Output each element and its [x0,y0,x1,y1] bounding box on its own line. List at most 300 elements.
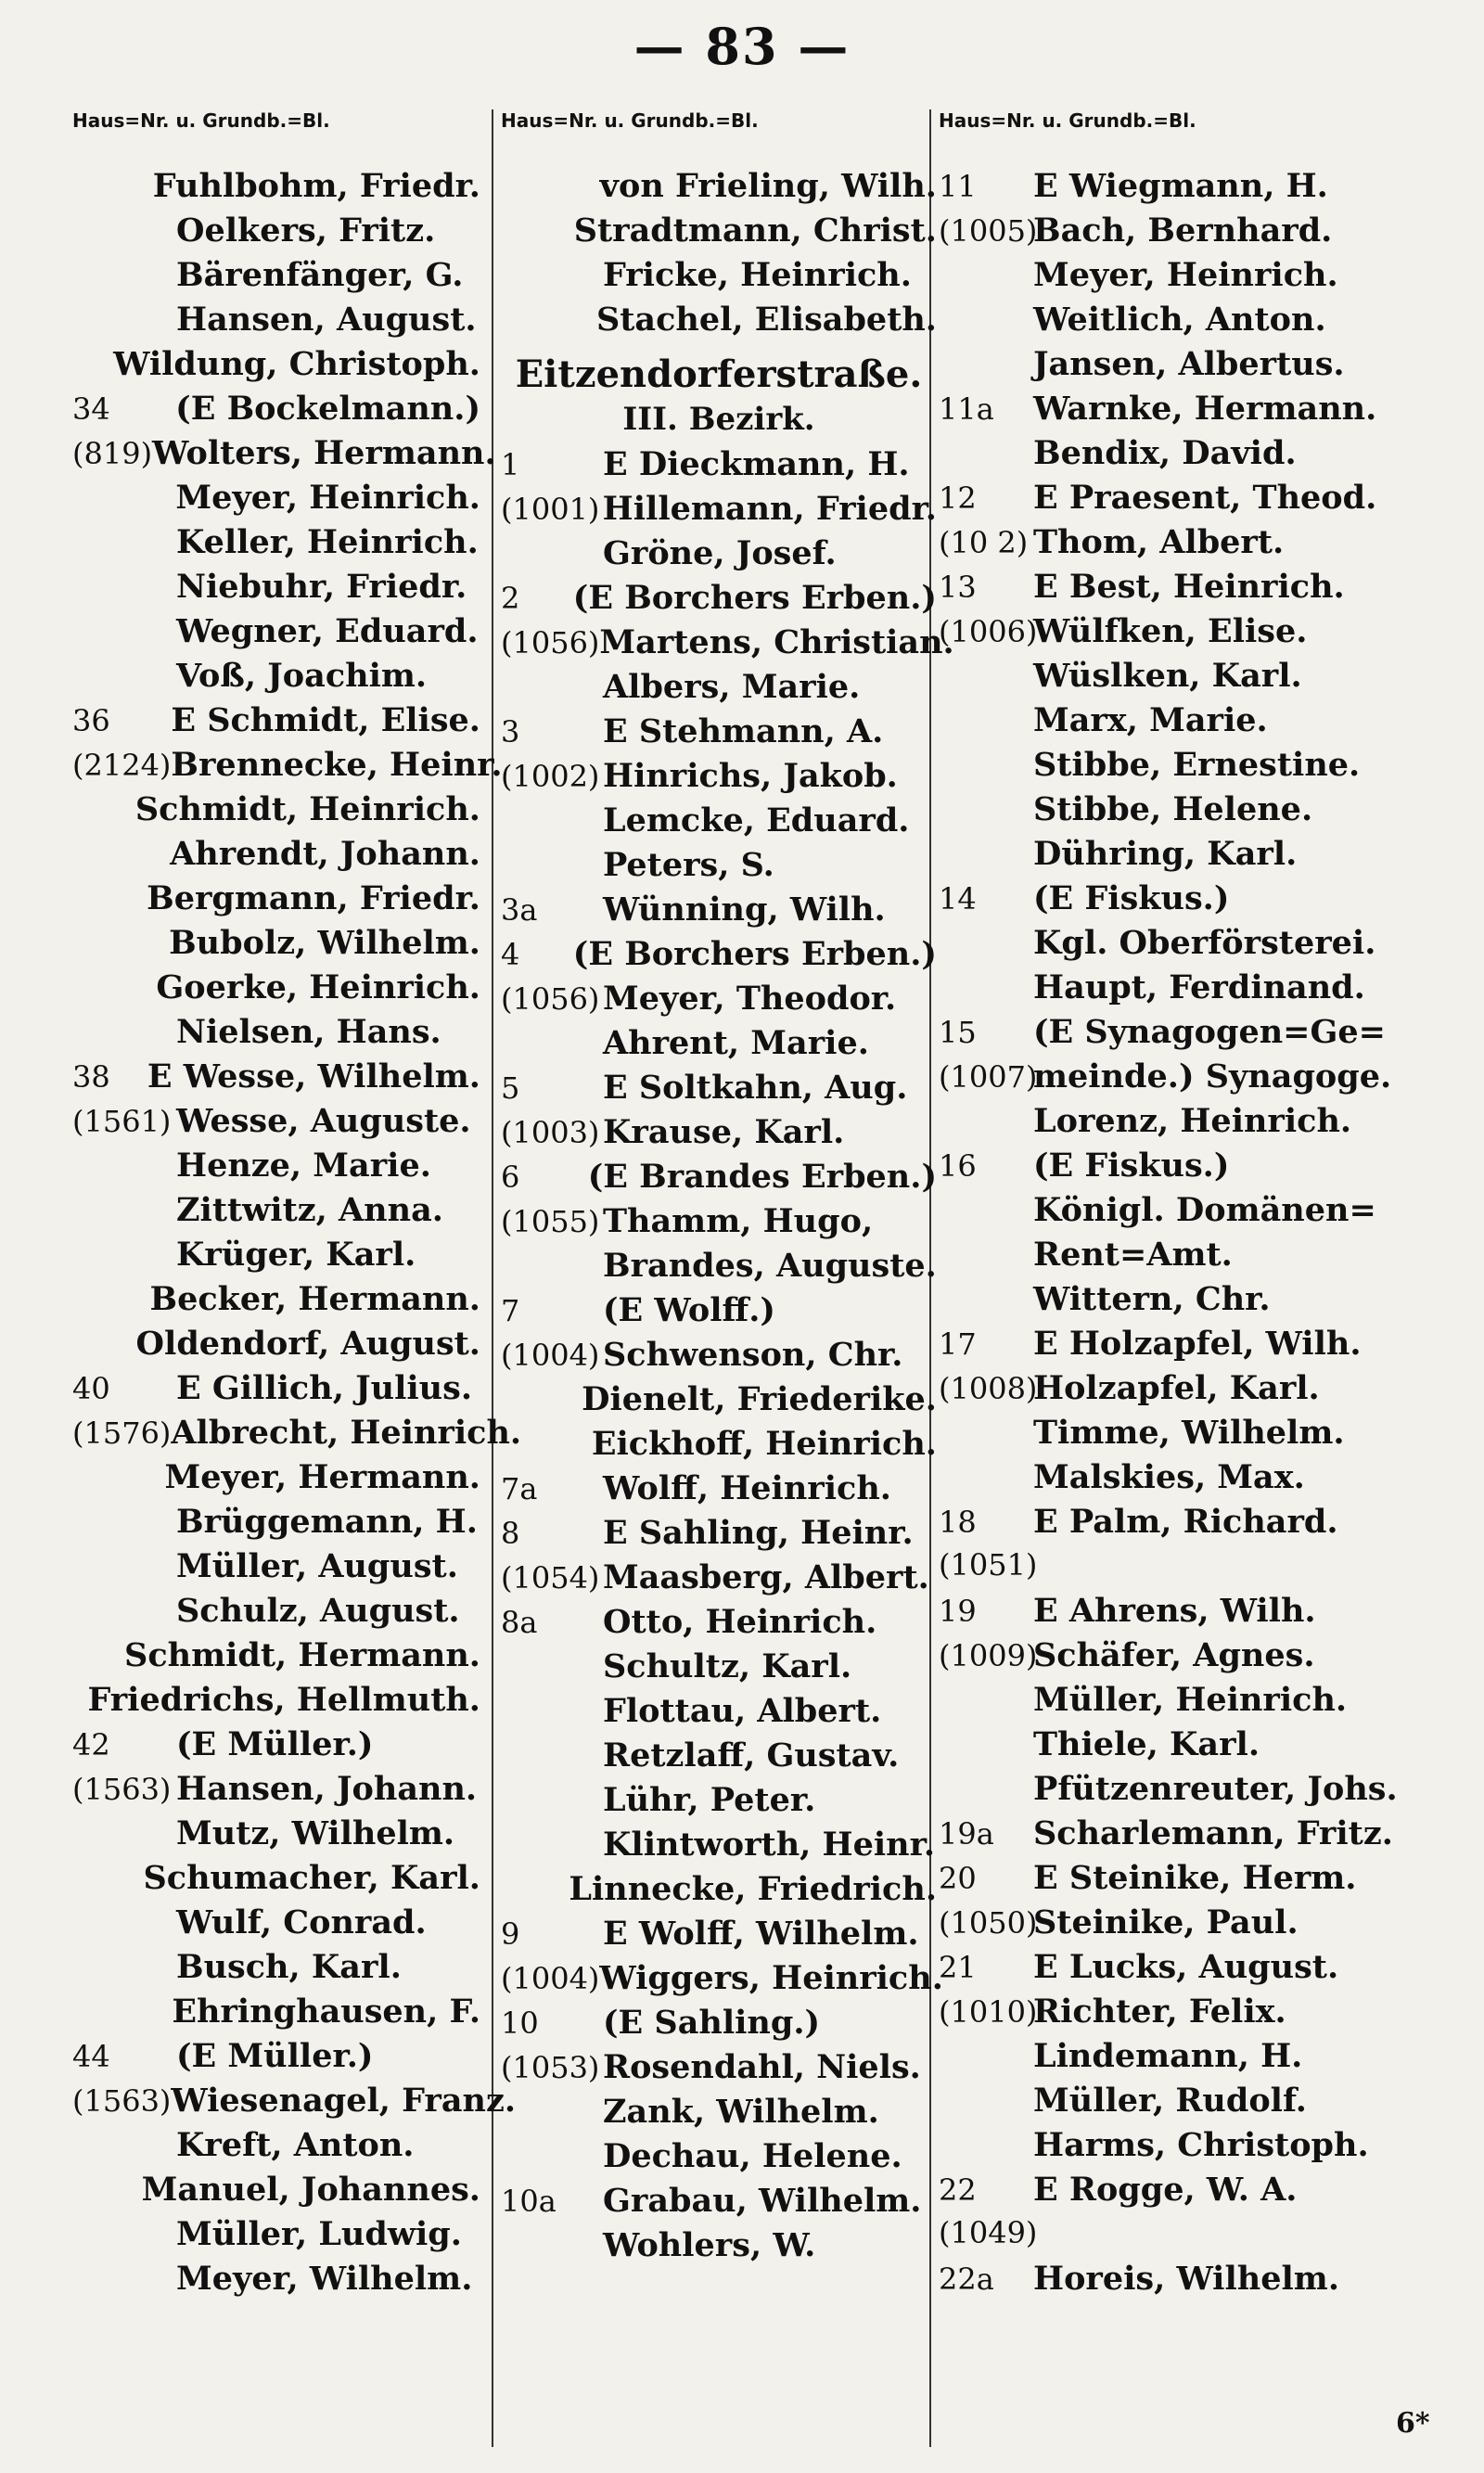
resident-name: Schmidt, Hermann. [124,1636,480,1674]
resident-name: Busch, Karl. [176,1948,402,1986]
resident-name: Wesse, Auguste. [176,1102,471,1140]
resident-name: Henze, Marie. [176,1147,431,1185]
house-number: (1004) [501,1338,600,1373]
house-number: 15 [939,1015,977,1050]
resident-name: Königl. Domänen= [1033,1191,1376,1229]
directory-entry [72,835,480,879]
house-number: (1576) [72,1416,172,1451]
resident-name: E Stehmann, A. [603,712,884,750]
house-number: 40 [72,1371,110,1406]
resident-name: Harms, Christoph. [1033,2126,1369,2164]
resident-name: Wegner, Eduard. [176,612,479,650]
resident-name: Schmidt, Heinrich. [134,790,480,828]
house-number: 7 [501,1293,520,1328]
directory-entry [72,2126,480,2171]
directory-entry [501,1736,937,1781]
directory-entry [72,256,480,301]
house-number: 34 [72,391,110,427]
directory-entry [939,1814,1439,1859]
resident-name: Meyer, Theodor. [603,980,897,1018]
resident-name: Meyer, Wilhelm. [176,2260,473,2298]
house-number: 3 [501,714,520,750]
directory-entry [501,757,937,801]
directory-entry [72,657,480,701]
directory-entry [501,1959,943,2004]
resident-name: Maasberg, Albert. [603,1558,929,1596]
resident-name: Fricke, Heinrich. [603,256,912,294]
resident-name: E Dieckmann, H. [603,445,910,483]
house-number: (1053) [501,2050,600,2085]
entry-list [501,167,954,2271]
directory-entry [72,968,480,1013]
resident-name: Stachel, Elisabeth. [595,301,937,339]
resident-name: Horeis, Wilhelm. [1033,2260,1340,2298]
house-number: 19 [939,1594,977,1629]
directory-entry [939,1102,1439,1147]
house-number: (1056) [501,625,600,660]
column-header: Haus=Nr. u. Grundb.=Bl. [939,109,1196,132]
resident-name: (E Wolff.) [603,1291,775,1329]
directory-entry [939,2260,1439,2304]
resident-name: Steinike, Paul. [1033,1903,1298,1941]
directory-entry [72,924,480,968]
resident-name: Wittern, Chr. [1033,1280,1271,1318]
resident-name: Wildung, Christoph. [113,345,480,383]
directory-entry [939,1147,1439,1191]
resident-name: Schulz, August. [176,1592,460,1630]
resident-name: Brennecke, Heinr. [171,746,503,784]
directory-entry [72,1770,480,1814]
directory-entry [501,301,937,345]
resident-name: Albers, Marie. [603,668,861,706]
directory-column-2 [501,109,954,2440]
directory-entry [72,211,480,256]
resident-name: Oldendorf, August. [135,1325,480,1363]
directory-entry [501,668,937,712]
directory-entry [501,1826,937,1870]
resident-name: Wiesenagel, Franz. [171,2082,517,2120]
directory-entry [501,1247,937,1291]
house-number: 18 [939,1505,977,1540]
resident-name: Bendix, David. [1033,434,1297,472]
resident-name: E Praesent, Theod. [1033,479,1377,517]
resident-name: Malskies, Max. [1033,1458,1305,1496]
resident-name: Lorenz, Heinrich. [1033,1102,1352,1140]
column-header: Haus=Nr. u. Grundb.=Bl. [72,109,330,132]
resident-name: (E Brandes Erben.) [587,1158,937,1196]
house-number: (1563) [72,1772,172,1807]
directory-entry [72,301,480,345]
directory-entry [939,835,1439,879]
resident-name: Zank, Wilhelm. [603,2093,879,2131]
directory-entry [939,1458,1439,1503]
resident-name: Kreft, Anton. [176,2126,415,2164]
resident-name: Meyer, Hermann. [164,1458,480,1496]
resident-name: Mutz, Wilhelm. [176,1814,455,1852]
directory-entry [72,1592,480,1636]
resident-name: Goerke, Heinrich. [156,968,480,1006]
directory-entry [501,1336,937,1380]
resident-name: E Soltkahn, Aug. [603,1069,908,1107]
directory-entry [939,968,1439,1013]
house-number: (1051) [939,1547,1038,1582]
house-number: 2 [501,581,520,616]
resident-name: Bärenfänger, G. [176,256,464,294]
directory-entry [501,1113,937,1158]
directory-entry [501,1380,937,1425]
house-number: (1054) [501,1560,600,1595]
house-number: 8a [501,1605,538,1640]
directory-entry [939,256,1439,301]
directory-entry [72,167,480,211]
resident-name: Voß, Joachim. [176,657,428,695]
resident-name: Gröne, Josef. [603,534,837,572]
resident-name: Müller, August. [176,1547,458,1585]
resident-name: Krüger, Karl. [176,1236,416,1274]
directory-entry [72,612,480,657]
directory-entry [72,523,480,568]
resident-name: Krause, Karl. [603,1113,845,1151]
resident-name: Kgl. Oberförsterei. [1033,924,1376,962]
directory-entry [72,2171,480,2215]
directory-entry [939,211,1439,256]
directory-entry [939,1414,1439,1458]
directory-entry [501,891,937,935]
house-number: 6 [501,1160,520,1195]
resident-name: Oelkers, Fritz. [176,211,436,250]
resident-name: Friedrichs, Hellmuth. [87,1681,480,1719]
resident-name: Otto, Heinrich. [603,1603,877,1641]
resident-name: Bergmann, Friedr. [147,879,480,917]
directory-entry [72,1992,480,2037]
directory-entry [72,1725,480,1770]
directory-entry [501,1069,937,1113]
resident-name: E Steinike, Herm. [1033,1859,1357,1897]
directory-entry [501,980,937,1024]
house-number: 12 [939,481,977,516]
resident-name: E Gillich, Julius. [176,1369,472,1407]
resident-name: Bubolz, Wilhelm. [169,924,480,962]
resident-name: Retzlaff, Gustav. [603,1736,900,1775]
house-number: (1050) [939,1905,1038,1941]
directory-entry [501,2137,937,2182]
house-number: (1003) [501,1115,600,1150]
house-number: (819) [72,436,153,471]
resident-name: Brandes, Auguste. [603,1247,937,1285]
resident-name: meinde.) Synagoge. [1033,1057,1392,1096]
directory-entry [939,390,1439,434]
resident-name: E Palm, Richard. [1033,1503,1338,1541]
house-number: 7a [501,1471,538,1506]
directory-entry [939,1236,1439,1280]
directory-entry [72,1814,480,1859]
resident-name: (E Fiskus.) [1033,1147,1230,1185]
directory-entry [501,1024,937,1069]
resident-name: (E Müller.) [176,2037,374,2075]
directory-entry [939,345,1439,390]
directory-entry [72,1102,480,1147]
street-heading: Eitzendorferstraße. [515,352,923,396]
directory-entry [72,390,480,434]
house-number: (1049) [939,2215,1038,2250]
directory-entry [72,1458,480,1503]
directory-entry [501,935,937,980]
house-number: 22 [939,2172,977,2208]
directory-entry [72,2037,480,2082]
directory-entry [501,1158,937,1202]
directory-entry [939,1057,1439,1102]
house-number: 14 [939,881,977,916]
directory-entry [939,657,1439,701]
directory-entry [501,2004,937,2048]
resident-name: Thamm, Hugo, [603,1202,874,1240]
house-number: 9 [501,1916,520,1952]
resident-name: Wolters, Hermann. [152,434,496,472]
resident-name: Müller, Ludwig. [176,2215,462,2253]
resident-name: Dechau, Helene. [603,2137,902,2175]
directory-entry [501,579,937,623]
directory-entry [501,2093,937,2137]
directory-entry [72,1013,480,1057]
resident-name: Linnecke, Friedrich. [569,1870,937,1908]
directory-entry [72,1280,480,1325]
house-number: 20 [939,1861,977,1896]
resident-name: Wohlers, W. [603,2226,816,2264]
house-number: (1006) [939,614,1038,649]
resident-name: Schwenson, Chr. [603,1336,903,1374]
house-number: 11a [939,391,994,427]
directory-entry [501,1469,937,1514]
directory-entry [501,1425,937,1469]
directory-entry [939,1325,1439,1369]
resident-name: Scharlemann, Fritz. [1033,1814,1393,1852]
directory-entry [501,1291,937,1336]
house-number: 19a [939,1816,994,1852]
resident-name: E Wiegmann, H. [1033,167,1328,205]
directory-entry [501,2226,937,2271]
resident-name: Ehringhausen, F. [172,1992,480,2031]
directory-entry [939,568,1439,612]
directory-entry [939,924,1439,968]
directory-entry [501,1915,937,1959]
resident-name: Wüslken, Karl. [1033,657,1302,695]
resident-name: E Sahling, Heinr. [603,1514,914,1552]
resident-name: (E Fiskus.) [1033,879,1230,917]
directory-entry [72,1236,480,1280]
resident-name: Schäfer, Agnes. [1033,1636,1315,1674]
house-number: 1 [501,447,520,482]
directory-entry [72,1369,480,1414]
house-number: (1004) [501,1961,600,1996]
directory-entry [72,1903,480,1948]
resident-name: von Frieling, Wilh. [599,167,937,205]
directory-entry [72,1503,480,1547]
resident-name: Rosendahl, Niels. [603,2048,921,2086]
resident-name: E Wolff, Wilhelm. [603,1915,919,1953]
directory-entry [939,2082,1439,2126]
directory-entry [72,1681,480,1725]
entry-list [939,167,1439,2304]
house-number: 4 [501,937,520,972]
directory-entry [501,801,937,846]
directory-entry [501,1558,937,1603]
resident-name: Thiele, Karl. [1033,1725,1260,1763]
resident-name: Keller, Heinrich. [176,523,479,561]
resident-name: Lemcke, Eduard. [603,801,910,839]
resident-name: Schultz, Karl. [603,1647,852,1685]
house-number: 11 [939,169,977,204]
directory-entry [939,1903,1439,1948]
resident-name: Haupt, Ferdinand. [1033,968,1365,1006]
directory-entry [939,1280,1439,1325]
directory-entry [939,1681,1439,1725]
resident-name: Müller, Rudolf. [1033,2082,1307,2120]
directory-entry [501,211,937,256]
resident-name: Grabau, Wilhelm. [603,2182,922,2220]
resident-name: Eickhoff, Heinrich. [591,1425,937,1463]
directory-entry [939,167,1439,211]
resident-name: Dienelt, Friederike. [582,1380,937,1418]
resident-name: Albrecht, Heinrich. [171,1414,522,1452]
directory-entry [939,1859,1439,1903]
directory-entry [939,1770,1439,1814]
resident-name: Timme, Wilhelm. [1033,1414,1345,1452]
resident-name: Flottau, Albert. [603,1692,882,1730]
directory-entry [939,301,1439,345]
resident-name: Lühr, Peter. [603,1781,816,1819]
directory-entry [72,879,480,924]
resident-name: Hansen, Johann. [176,1770,478,1808]
directory-entry [72,1636,480,1681]
directory-entry [501,1647,937,1692]
house-number: 3a [501,892,538,928]
house-number: 16 [939,1148,977,1184]
house-number: 10 [501,2005,539,2041]
resident-name: Becker, Hermann. [149,1280,480,1318]
resident-name: Klintworth, Heinr. [603,1826,936,1864]
resident-name: E Wesse, Wilhelm. [147,1057,480,1096]
directory-entry [501,712,937,757]
directory-entry [72,568,480,612]
house-number: 10a [501,2184,556,2219]
directory-entry [501,2048,937,2093]
house-number: (2124) [72,748,172,783]
resident-name: Hinrichs, Jakob. [603,757,898,795]
directory-entry [501,2182,937,2226]
resident-name: Stibbe, Ernestine. [1033,746,1361,784]
house-number: 36 [72,703,110,738]
directory-entry [501,1870,937,1915]
directory-entry [72,1325,480,1369]
directory-entry [939,1191,1439,1236]
house-number: (1010) [939,1994,1038,2030]
directory-entry [501,1692,937,1736]
directory-entry [72,1414,522,1458]
resident-name: Niebuhr, Friedr. [176,568,467,606]
house-number: 38 [72,1059,110,1095]
resident-name: Meyer, Heinrich. [175,479,480,517]
directory-entry [501,534,937,579]
house-number: (1563) [72,2083,172,2119]
house-number: (1055) [501,1204,600,1239]
resident-name: Stradtmann, Christ. [573,211,937,250]
directory-entry [939,1369,1439,1414]
directory-entry [72,2215,480,2260]
district-heading: III. Bezirk. [622,401,815,438]
directory-entry [72,345,480,390]
house-number: 22a [939,2262,994,2297]
resident-name: Zittwitz, Anna. [176,1191,443,1229]
directory-entry [939,2215,1439,2260]
house-number: 44 [72,2039,110,2074]
resident-name: (E Müller.) [176,1725,374,1763]
resident-name: Dühring, Karl. [1033,835,1298,873]
directory-entry [939,1636,1439,1681]
house-number: 8 [501,1516,520,1551]
resident-name: Martens, Christian. [599,623,954,661]
house-number: 5 [501,1070,520,1106]
directory-entry [72,2260,480,2304]
directory-entry [939,790,1439,835]
resident-name: Peters, S. [603,846,774,884]
house-number: (1007) [939,1059,1038,1095]
directory-entry [939,1013,1439,1057]
resident-name: Fuhlbohm, Friedr. [152,167,480,205]
resident-name: (E Bockelmann.) [175,390,480,428]
directory-entry [501,256,937,301]
resident-name: Thom, Albert. [1033,523,1285,561]
house-number: (1056) [501,981,600,1017]
printer-signature: 6* [1396,2407,1430,2440]
directory-entry [939,1948,1439,1992]
directory-entry [939,612,1439,657]
directory-entry [939,1725,1439,1770]
resident-name: E Best, Heinrich. [1033,568,1345,606]
directory-entry [72,1547,480,1592]
resident-name: E Lucks, August. [1033,1948,1339,1986]
resident-name: Holzapfel, Karl. [1033,1369,1320,1407]
resident-name: E Rogge, W. A. [1033,2171,1298,2209]
directory-entry [939,1992,1439,2037]
directory-entry [939,2171,1439,2215]
house-number: 42 [72,1727,110,1762]
directory-entry [501,167,937,211]
resident-name: (E Sahling.) [603,2004,821,2042]
house-number: (1008) [939,1371,1038,1406]
resident-name: Ahrendt, Johann. [170,835,480,873]
directory-entry [72,2082,517,2126]
directory-entry [72,1057,480,1102]
resident-name: Wiggers, Heinrich. [599,1959,943,1997]
directory-entry [501,1603,937,1647]
directory-entry [72,790,480,835]
directory-entry [72,479,480,523]
directory-entry [72,1147,480,1191]
resident-name: Manuel, Johannes. [141,2171,480,2209]
directory-entry [939,479,1439,523]
resident-name: Meyer, Heinrich. [1033,256,1338,294]
directory-entry [939,701,1439,746]
resident-name: Bach, Bernhard. [1033,211,1333,250]
resident-name: E Ahrens, Wilh. [1033,1592,1316,1630]
resident-name: (E Borchers Erben.) [572,935,937,973]
resident-name: Warnke, Hermann. [1033,390,1377,428]
house-number: 13 [939,570,977,605]
resident-name: Wünning, Wilh. [603,891,886,929]
resident-name: (E Synagogen=Ge= [1033,1013,1386,1051]
resident-name: Wülfken, Elise. [1033,612,1308,650]
resident-name: E Holzapfel, Wilh. [1033,1325,1362,1363]
